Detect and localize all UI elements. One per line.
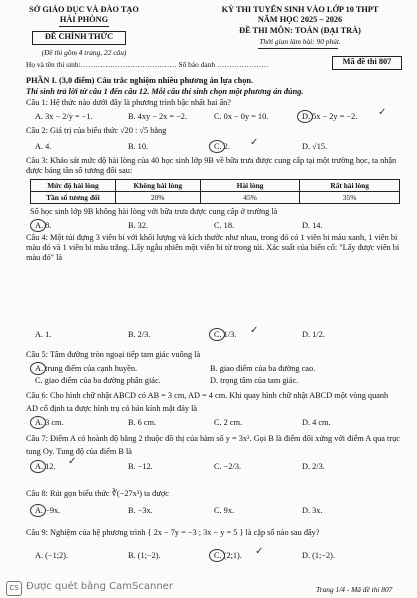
q2-option-b: B. 10. — [128, 142, 149, 151]
q2-option-a: A. 4. — [35, 142, 52, 151]
q9-option-c: C. (2;1). — [214, 551, 242, 560]
q8-option-a: A. −9x. — [35, 506, 61, 515]
answer-mark — [30, 504, 46, 517]
table-header: Hài lòng — [200, 180, 300, 192]
q9-option-a: A. (−1;2). — [35, 551, 69, 560]
table-header: Không hài lòng — [115, 180, 200, 192]
question-9-stem: Câu 9: Nghiệm của hệ phương trình { 2x − 7y = −3 ; 3x − y = 5 } là cặp số nào sau đây? — [26, 528, 320, 537]
q7-option-a: A. 12. — [35, 462, 56, 471]
q1-option-b: B. 4xy − 2x = −2. — [128, 112, 187, 121]
scanner-watermark: Được quét bằng CamScanner — [26, 581, 173, 592]
pages-note: (Đề thi gồm 4 trang, 22 câu) — [41, 48, 127, 57]
q3-option-b: B. 32. — [128, 221, 149, 230]
q8-option-d: D. 3x. — [302, 506, 323, 515]
q6-option-d: D. 4 cm. — [302, 418, 331, 427]
q5-option-d: D. trọng tâm của tam giác. — [210, 376, 299, 385]
question-2-stem: Câu 2: Giá trị của biểu thức √20 : √5 bằng — [26, 126, 167, 135]
question-5-stem: Câu 5: Tâm đường tròn ngoại tiếp tam giác vuông là — [26, 350, 201, 359]
check-mark: ✓ — [250, 325, 259, 336]
page-number: Trang 1/4 - Mã đề thi 807 — [316, 585, 393, 594]
table-cell: Tần số tương đối — [31, 192, 116, 204]
question-8-stem: Câu 8: Rút gọn biểu thức ∛(−27x³) ta được — [26, 489, 169, 498]
table-header: Mức độ hài lòng — [31, 180, 116, 192]
divider — [258, 48, 338, 49]
question-6-stem: Câu 6: Cho hình chữ nhật ABCD có AB = 3 cm, AD = 4 cm. Khi quay hình chữ nhật ABCD một vòng quanh AD cố định ta được hình trụ có bán kính mặt đáy là — [26, 391, 389, 413]
name-field: Họ và tên thí sinh:………………………………… Số báo danh ………………… — [26, 60, 269, 69]
q4-option-a: A. 1. — [35, 330, 52, 339]
answer-mark — [30, 362, 46, 375]
q5-option-c: C. giao điểm của ba đường phân giác. — [35, 376, 161, 385]
exam-time: Thời gian làm bài: 90 phút. — [259, 37, 341, 46]
q7-option-d: D. 2/3. — [302, 462, 325, 471]
q4-option-d: D. 1/2. — [302, 330, 325, 339]
answer-mark — [297, 110, 313, 123]
question-3-stem: Câu 3: Khảo sát mức độ hài lòng của 40 học sinh lớp 9B về bữa trưa được cung cấp tại một trường học, ta nhận được bảng tần số tương đối sau: — [26, 156, 397, 175]
table-cell: 35% — [300, 192, 400, 204]
check-mark: ✓ — [68, 456, 77, 467]
part1-instruction: Thí sinh trả lời từ câu 1 đến câu 12. Mỗi câu thí sinh chọn một phương án đúng. — [26, 87, 304, 96]
q7-option-c: C. −2/3. — [214, 462, 242, 471]
question-4-stem: Câu 4: Một túi đựng 3 viên bi với khối lượng và kích thước như nhau, trong đó có 1 viên bi màu xanh, 1 viên bi màu đỏ và 1 viên bi màu trắng. Lấy ngẫu nhiên một viên bi từ trong túi. Xác suất của biến cố: "Lấy được viên bi màu đỏ" là — [26, 233, 400, 262]
q3-option-d: D. 14. — [302, 221, 323, 230]
table-cell: 45% — [200, 192, 300, 204]
q3-followup: Số học sinh lớp 9B không hài lòng với bữa trưa được cung cấp ở trường là — [30, 207, 278, 216]
answer-mark — [30, 460, 46, 473]
answer-mark — [209, 549, 225, 562]
q4-option-b: B. 2/3. — [128, 330, 151, 339]
q9-option-d: D. (1;−2). — [302, 551, 336, 560]
q6-option-b: B. 6 cm. — [128, 418, 157, 427]
divider — [59, 26, 109, 27]
dept-line2: HẢI PHÒNG — [59, 15, 109, 24]
q3-option-a: A. 8. — [35, 221, 52, 230]
exam-subject: ĐỀ THI MÔN: TOÁN (ĐẠI TRÀ) — [239, 26, 361, 35]
dept-line1: SỞ GIÁO DỤC VÀ ĐÀO TẠO — [29, 5, 139, 14]
answer-mark — [209, 140, 225, 153]
check-mark: ✓ — [250, 137, 259, 148]
camscanner-logo: CS — [6, 581, 22, 596]
table-header-row — [31, 180, 400, 192]
q1-option-c: C. 0x − 0y = 10. — [214, 112, 269, 121]
q4-option-c: C. 1/3. — [214, 330, 237, 339]
q6-option-a: A. 3 cm. — [35, 418, 64, 427]
answer-mark — [30, 416, 46, 429]
part1-title: PHẦN I. (3,0 điểm) Câu trắc nghiệm nhiều phương án lựa chọn. — [26, 76, 254, 85]
page-footer — [0, 578, 417, 598]
answer-mark — [30, 219, 46, 232]
q5-option-b: B. giao điểm của ba đường cao. — [210, 364, 316, 373]
official-label: ĐỀ CHÍNH THỨC — [44, 32, 114, 41]
q9-option-b: B. (1;−2). — [128, 551, 161, 560]
table-row — [31, 192, 400, 204]
q1-option-d: D. 5x − 2y = −2. — [302, 112, 358, 121]
exam-year: NĂM HỌC 2025 – 2026 — [257, 15, 343, 24]
exam-code: Mã đề thi 807 — [342, 57, 392, 66]
q3-option-c: C. 18. — [214, 221, 235, 230]
exam-title: KỲ THI TUYỂN SINH VÀO LỚP 10 THPT — [221, 5, 379, 14]
q8-option-b: B. −3x. — [128, 506, 153, 515]
q8-option-c: C. 9x. — [214, 506, 235, 515]
q1-option-a: A. 3x − 2/y = −1. — [35, 112, 93, 121]
question-7-stem: Câu 7: Điểm A có hoành độ bằng 2 thuộc đồ thị của hàm số y = 3x². Gọi B là điểm đối xứng với điểm A qua trục tung Oy. Tung độ của điểm B là — [26, 434, 400, 456]
check-mark: ✓ — [378, 107, 387, 118]
relative-frequency-table — [30, 179, 400, 204]
q2-option-c: C. 2. — [214, 142, 230, 151]
q7-option-b: B. −12. — [128, 462, 153, 471]
q2-option-d: D. √15. — [302, 142, 328, 151]
table-cell: 20% — [115, 192, 200, 204]
question-1-stem: Câu 1: Hệ thức nào dưới đây là phương trình bậc nhất hai ẩn? — [26, 98, 231, 107]
check-mark: ✓ — [255, 546, 264, 557]
table-header: Rất hài lòng — [300, 180, 400, 192]
q5-option-a: A. trung điểm của cạnh huyền. — [35, 364, 138, 373]
answer-mark — [209, 328, 225, 341]
q6-option-c: C. 2 cm. — [214, 418, 243, 427]
